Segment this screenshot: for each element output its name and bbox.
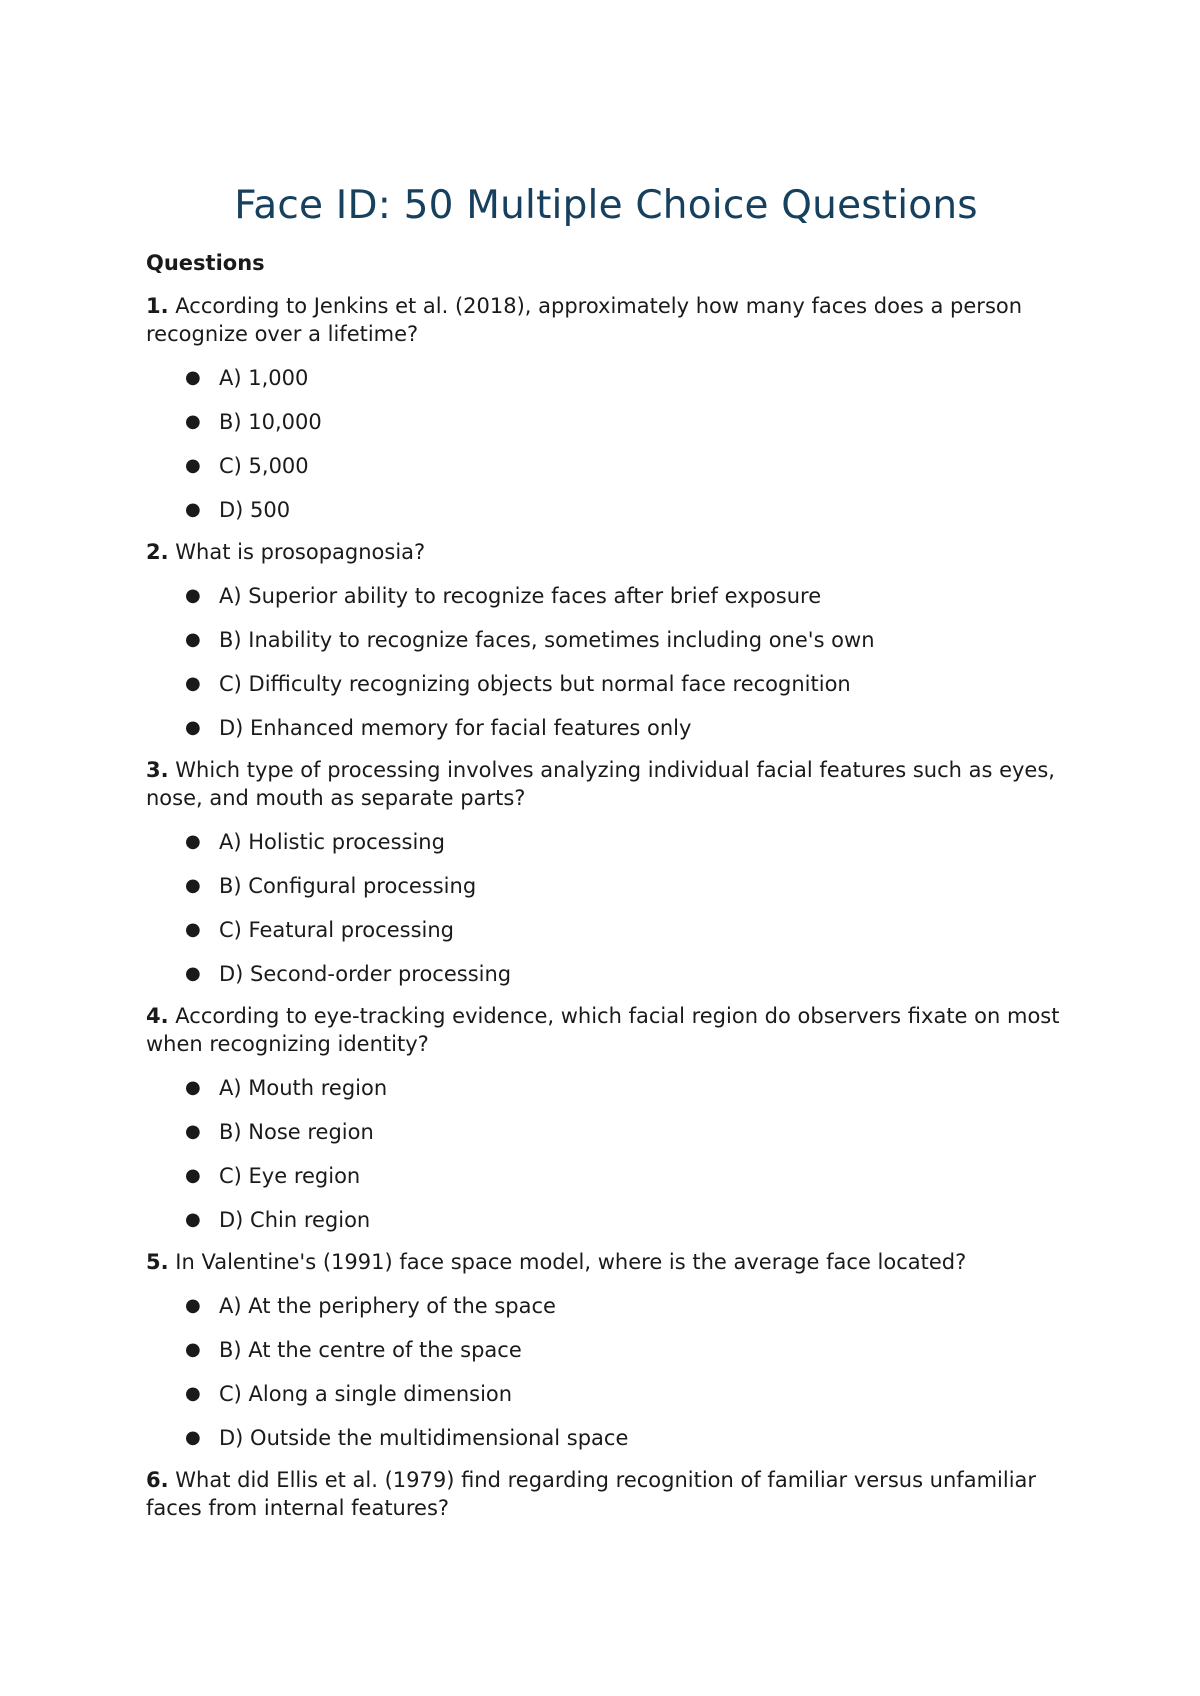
bullet-icon: ● xyxy=(185,673,201,694)
question-text: What is prosopagnosia? xyxy=(175,540,426,564)
bullet-icon: ● xyxy=(185,1209,201,1230)
list-item xyxy=(146,960,1066,988)
option-list xyxy=(146,828,1066,988)
option-text: A) 1,000 xyxy=(219,366,309,390)
option-text: A) Holistic processing xyxy=(219,830,445,854)
option-text: B) At the centre of the space xyxy=(219,1338,522,1362)
list-item xyxy=(146,828,1066,856)
option-text: B) Inability to recognize faces, sometimes including one's own xyxy=(219,628,875,652)
list-item xyxy=(146,582,1066,610)
list-item xyxy=(146,1336,1066,1364)
list-item xyxy=(146,364,1066,392)
bullet-icon: ● xyxy=(185,831,201,852)
question-stem xyxy=(146,538,1066,566)
bullet-icon: ● xyxy=(185,585,201,606)
list-item xyxy=(146,670,1066,698)
list-item xyxy=(146,408,1066,436)
bullet-icon: ● xyxy=(185,1339,201,1360)
bullet-icon: ● xyxy=(185,1383,201,1404)
document-title: Face ID: 50 Multiple Choice Questions xyxy=(234,183,978,228)
bullet-icon: ● xyxy=(185,963,201,984)
bullet-icon: ● xyxy=(185,1077,201,1098)
section-heading: Questions xyxy=(146,251,265,275)
bullet-icon: ● xyxy=(185,629,201,650)
option-text: A) At the periphery of the space xyxy=(219,1294,556,1318)
question-number: 4. xyxy=(146,1004,169,1028)
question-number: 1. xyxy=(146,294,169,318)
bullet-icon: ● xyxy=(185,499,201,520)
option-text: B) Configural processing xyxy=(219,874,477,898)
list-item xyxy=(146,452,1066,480)
question-text: What did Ellis et al. (1979) find regarding recognition of familiar versus unfamiliar faces from internal features? xyxy=(146,1468,1037,1520)
option-text: D) Outside the multidimensional space xyxy=(219,1426,629,1450)
option-text: A) Mouth region xyxy=(219,1076,388,1100)
bullet-icon: ● xyxy=(185,1427,201,1448)
question-number: 3. xyxy=(146,758,169,782)
question-number: 6. xyxy=(146,1468,169,1492)
bullet-icon: ● xyxy=(185,411,201,432)
option-text: D) Chin region xyxy=(219,1208,371,1232)
option-list xyxy=(146,1292,1066,1452)
option-list xyxy=(146,582,1066,742)
option-text: B) Nose region xyxy=(219,1120,374,1144)
question-5 xyxy=(146,1248,1066,1452)
question-stem xyxy=(146,1248,1066,1276)
question-number: 5. xyxy=(146,1250,169,1274)
question-number: 2. xyxy=(146,540,169,564)
list-item xyxy=(146,1292,1066,1320)
document-page xyxy=(146,178,1066,1522)
list-item xyxy=(146,496,1066,524)
list-item xyxy=(146,1424,1066,1452)
question-text: Which type of processing involves analyzing individual facial features such as eyes, nose, and mouth as separate parts? xyxy=(146,758,1055,810)
question-stem xyxy=(146,756,1066,812)
option-text: C) Eye region xyxy=(219,1164,361,1188)
list-item xyxy=(146,916,1066,944)
option-text: B) 10,000 xyxy=(219,410,322,434)
bullet-icon: ● xyxy=(185,367,201,388)
option-text: A) Superior ability to recognize faces after brief exposure xyxy=(219,584,822,608)
option-text: C) Featural processing xyxy=(219,918,454,942)
option-list xyxy=(146,1074,1066,1234)
question-4 xyxy=(146,1002,1066,1234)
bullet-icon: ● xyxy=(185,875,201,896)
list-item xyxy=(146,1206,1066,1234)
option-text: D) 500 xyxy=(219,498,291,522)
question-6 xyxy=(146,1466,1066,1522)
list-item xyxy=(146,1162,1066,1190)
question-2 xyxy=(146,538,1066,742)
list-item xyxy=(146,714,1066,742)
question-text: According to eye-tracking evidence, which facial region do observers fixate on most when recognizing identity? xyxy=(146,1004,1060,1056)
bullet-icon: ● xyxy=(185,1121,201,1142)
question-text: In Valentine's (1991) face space model, where is the average face located? xyxy=(175,1250,967,1274)
bullet-icon: ● xyxy=(185,919,201,940)
option-text: D) Enhanced memory for facial features only xyxy=(219,716,692,740)
list-item xyxy=(146,1118,1066,1146)
list-item xyxy=(146,626,1066,654)
option-list xyxy=(146,364,1066,524)
bullet-icon: ● xyxy=(185,1295,201,1316)
question-stem xyxy=(146,1466,1066,1522)
option-text: C) 5,000 xyxy=(219,454,309,478)
question-stem xyxy=(146,292,1066,348)
list-item xyxy=(146,1074,1066,1102)
bullet-icon: ● xyxy=(185,1165,201,1186)
bullet-icon: ● xyxy=(185,717,201,738)
option-text: D) Second-order processing xyxy=(219,962,512,986)
question-text: According to Jenkins et al. (2018), approximately how many faces does a person recognize over a lifetime? xyxy=(146,294,1023,346)
question-3 xyxy=(146,756,1066,988)
bullet-icon: ● xyxy=(185,455,201,476)
list-item xyxy=(146,872,1066,900)
option-text: C) Difficulty recognizing objects but normal face recognition xyxy=(219,672,851,696)
question-1 xyxy=(146,292,1066,524)
option-text: C) Along a single dimension xyxy=(219,1382,513,1406)
list-item xyxy=(146,1380,1066,1408)
question-stem xyxy=(146,1002,1066,1058)
